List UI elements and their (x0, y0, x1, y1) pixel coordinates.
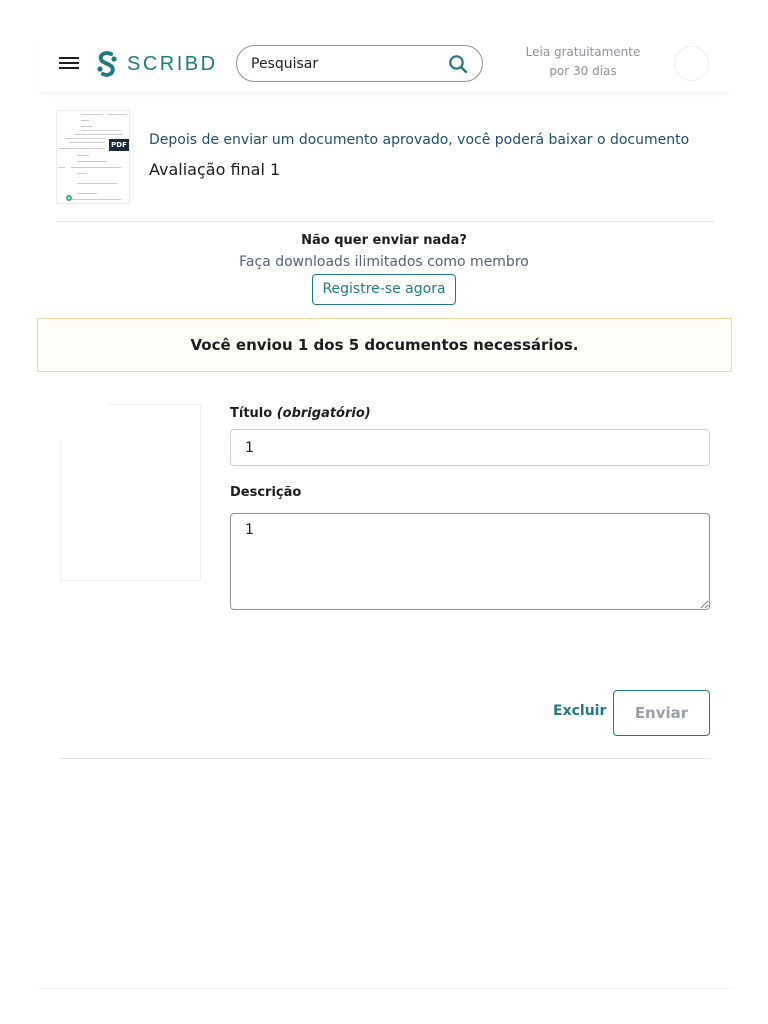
scribd-logo[interactable] (96, 51, 218, 77)
document-preview (60, 404, 201, 581)
upload-progress-notice: Você enviou 1 dos 5 documentos necessários. (37, 318, 732, 372)
promo-line-2: por 30 dias (549, 64, 617, 78)
check-icon (66, 195, 72, 201)
search-icon[interactable] (448, 54, 468, 74)
avatar[interactable] (674, 46, 709, 81)
description-label: Descrição (230, 485, 302, 500)
title-label (230, 406, 371, 421)
document-summary (56, 110, 714, 222)
submit-button[interactable]: Enviar (613, 690, 710, 736)
title-label-text: Título (230, 406, 273, 421)
description-input[interactable] (230, 513, 710, 610)
menu-icon[interactable] (59, 57, 79, 71)
pdf-badge: PDF (109, 139, 129, 151)
document-thumbnail (56, 110, 130, 204)
search-box (236, 45, 483, 82)
promo-subtitle: Faça downloads ilimitados como membro (239, 254, 529, 270)
title-input[interactable] (230, 429, 710, 466)
download-note: Depois de enviar um documento aprovado, você poderá baixar o documento (149, 132, 690, 148)
search-input[interactable] (251, 54, 441, 74)
membership-promo (0, 233, 768, 305)
promo-line-1: Leia gratuitamente (525, 45, 641, 59)
footer-divider (37, 988, 732, 989)
register-button[interactable]: Registre-se agora (312, 274, 455, 305)
title-required-note: (obrigatório) (276, 406, 371, 421)
document-title: Avaliação final 1 (149, 160, 281, 179)
promo-question: Não quer enviar nada? (301, 233, 467, 248)
free-trial-promo[interactable] (513, 43, 653, 81)
top-header (37, 28, 732, 92)
divider (60, 758, 710, 759)
scribd-logo-icon (96, 51, 118, 77)
brand-name: SCRIBD (127, 52, 218, 75)
delete-button[interactable]: Excluir (553, 703, 607, 719)
